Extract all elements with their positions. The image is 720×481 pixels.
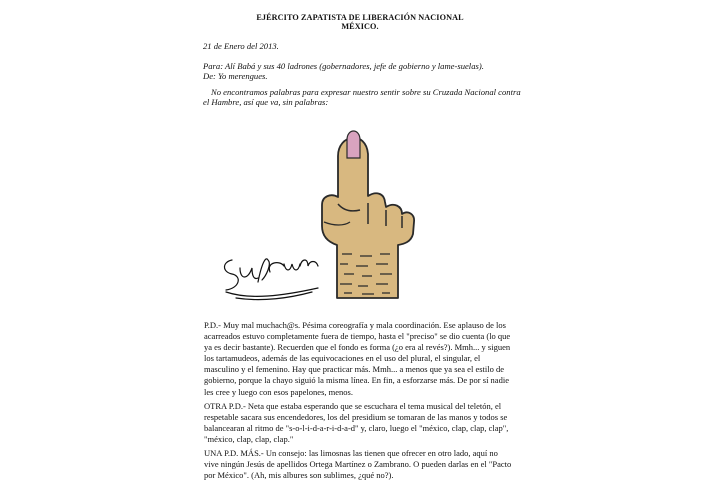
postscript-line: "méxico, clap, clap, clap." <box>204 434 294 445</box>
signature-scribble <box>225 259 319 300</box>
org-title: EJÉRCITO ZAPATISTA DE LIBERACIÓN NACIONAL <box>256 13 464 22</box>
postscript-line: los tartamudeos, además de las equivocaciones en el uso del plural, el singular, el <box>204 353 481 364</box>
postscript-2 <box>204 401 522 445</box>
postscript-3 <box>204 448 522 481</box>
postscript-1 <box>204 320 522 398</box>
postscript-line: vive ningún Jesús de apellidos Ortega Martínez o Zambrano. O pueden darlas en el "Pacto <box>204 459 512 470</box>
postscript-line: OTRA P.D.- Neta que estaba esperando que se escuchara el tema musical del teletón, el <box>204 401 502 411</box>
letter-recipient: Para: Alí Babá y sus 40 ladrones (gobernadores, jefe de gobierno y lame-suelas). <box>203 61 484 71</box>
postscript-line: masculino y el femenino. Hay que practicar más. Mmh... a menos que ya sea el estilo de <box>204 364 505 375</box>
postscript-line: ya es decir bastante). Recuerden que el fondo es forma (¿o era al revés?). Mmh... y siguen <box>204 342 511 353</box>
postscript-line: por México". (Ah, mis albures son sublimes, ¿qué no?). <box>204 470 394 481</box>
country-title: MÉXICO. <box>341 22 379 31</box>
postscript-line: acarreados estuvo completamente fuera de tiempo, hasta el "preciso" se dio cuenta (lo que <box>204 331 511 342</box>
fingernail <box>347 131 360 158</box>
letter-body-line2: el Hambre, así que va, sin palabras: <box>203 97 329 107</box>
postscript-line: balancearan al ritmo de "s-o-l-i-d-a-r-i-d-a-d" y, claro, luego el "méxico, clap, clap, clap", <box>204 423 509 434</box>
postscript-line: P.D.- Muy mal muchach@s. Pésima coreografía y mala coordinación. Ese aplauso de los <box>204 320 506 330</box>
postscript-line: gobierno, porque la chayo siguió la misma línea. En fin, a esforzarse más. De por sí nadie <box>204 375 509 386</box>
letter-sender: De: Yo merengues. <box>203 71 268 81</box>
letter-date: 21 de Enero del 2013. <box>203 41 279 51</box>
postscript-line: les cree y luego con esos papelones, menos. <box>204 386 353 397</box>
postscript-line: respetable sacara sus encendedores, los del presidium se tomaran de las manos y todos se <box>204 412 508 423</box>
letter-body-line1: No encontramos palabras para expresar nuestro sentir sobre su Cruzada Nacional contra <box>211 87 521 97</box>
postscript-line: UNA P.D. MÁS.- Un consejo: las limosnas las tienen que ofrecer en otro lado, aquí no <box>204 448 498 458</box>
